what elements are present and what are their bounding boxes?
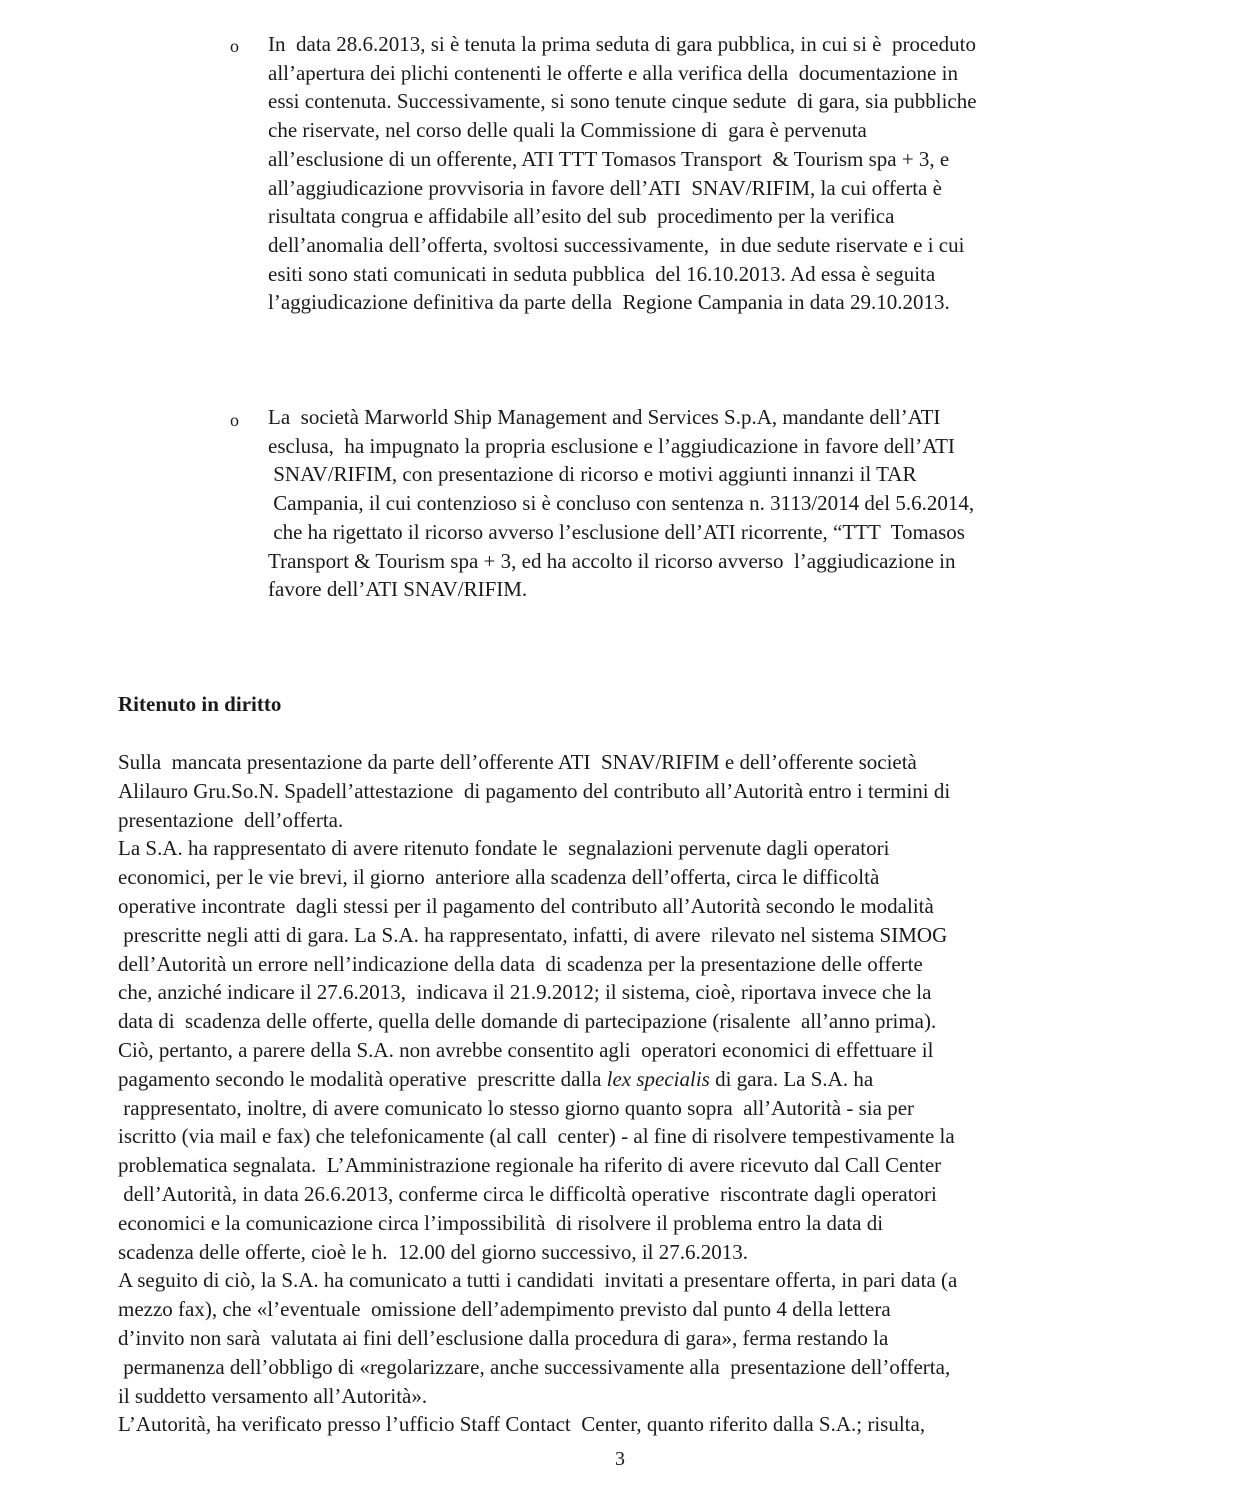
text-line: Alilauro Gru.So.N. Spadell’attestazione di pagamento del contributo all’Autorità entro i termini di [118,778,951,803]
text-line [118,1065,1128,1094]
text-line: scadenza delle offerte, cioè le h. 12.00 del giorno successivo, il 27.6.2013. [118,1239,749,1264]
text-line: operative incontrate dagli stessi per il pagamento del contributo all’Autorità secondo le modalità [118,893,934,918]
text-line: SNAV/RIFIM, con presentazione di ricorso e motivi aggiunti innanzi il TAR [268,462,917,487]
text-line: essi contenuta. Successivamente, si sono tenute cinque sedute di gara, sia pubbliche [268,89,977,114]
text-line: l’aggiudicazione definitiva da parte della Regione Campania in data 29.10.2013. [268,290,950,315]
text-run: di gara. La S.A. ha [709,1066,874,1091]
bullet-marker: o [230,36,239,56]
text-line: il suddetto versamento all’Autorità». [118,1383,428,1408]
text-line: rappresentato, inoltre, di avere comunicato lo stesso giorno quanto sopra all’Autorità - sia per [118,1095,915,1120]
text-line: che riservate, nel corso delle quali la Commissione di gara è pervenuta [268,118,867,143]
text-line: La S.A. ha rappresentato di avere ritenuto fondate le segnalazioni pervenute dagli operatori [118,836,890,861]
text-line: data di scadenza delle offerte, quella delle domande di partecipazione (risalente all’anno prima). [118,1009,937,1034]
text-line: L’Autorità, ha verificato presso l’ufficio Staff Contact Center, quanto riferito dalla S.A.; risulta, [118,1412,926,1437]
text-line: d’invito non sarà valutata ai fini dell’esclusione dalla procedura di gara», ferma restando la [118,1325,889,1350]
text-line: Ciò, pertanto, a parere della S.A. non avrebbe consentito agli operatori economici di effettuare il [118,1037,934,1062]
text-line: economici e la comunicazione circa l’impossibilità di risolvere il problema entro la data di [118,1210,884,1235]
text-line: permanenza dell’obbligo di «regolarizzare, anche successivamente alla presentazione dell’offerta, [118,1354,951,1379]
text-line: all’apertura dei plichi contenenti le offerte e alla verifica della documentazione in [268,60,958,85]
bullet-marker: o [230,410,239,430]
text-line: esiti sono stati comunicati in seduta pubblica del 16.10.2013. Ad essa è seguita [268,261,936,286]
page-number: 3 [615,1448,625,1470]
bullet-paragraph-1 [268,30,1128,317]
text-line: problematica segnalata. L’Amministrazione regionale ha riferito di avere ricevuto dal Call Center [118,1153,942,1178]
italic-term: lex specialis [606,1066,710,1091]
text-line: favore dell’ATI SNAV/RIFIM. [268,577,528,602]
text-line: iscritto (via mail e fax) che telefonicamente (al call center) - al fine di risolvere tempestivamente la [118,1124,955,1149]
text-line: che ha rigettato il ricorso avverso l’esclusione dell’ATI ricorrente, “TTT Tomasos [268,519,965,544]
text-line: Transport & Tourism spa + 3, ed ha accolto il ricorso avverso l’aggiudicazione in [268,548,956,573]
text-line: dell’Autorità, in data 26.6.2013, conferme circa le difficoltà operative riscontrate dagli operatori [118,1181,937,1206]
text-run: pagamento secondo le modalità operative prescritte dalla [118,1066,607,1091]
text-line: all’aggiudicazione provvisoria in favore dell’ATI SNAV/RIFIM, la cui offerta è [268,175,942,200]
text-line: dell’anomalia dell’offerta, svoltosi successivamente, in due sedute riservate e i cui [268,232,965,257]
text-line: all’esclusione di un offerente, ATI TTT Tomasos Transport & Tourism spa + 3, e [268,146,950,171]
text-line: presentazione dell’offerta. [118,807,344,832]
text-line: prescritte negli atti di gara. La S.A. ha rappresentato, infatti, di avere rilevato nel sistema SIMOG [118,922,948,947]
text-line: esclusa, ha impugnato la propria esclusione e l’aggiudicazione in favore dell’ATI [268,433,955,458]
text-line: che, anziché indicare il 27.6.2013, indicava il 21.9.2012; il sistema, cioè, riportava invece che la [118,980,932,1005]
text-line: dell’Autorità un errore nell’indicazione della data di scadenza per la presentazione delle offerte [118,951,923,976]
text-line: mezzo fax), che «l’eventuale omissione dell’adempimento previsto dal punto 4 della lettera [118,1297,891,1322]
body-text [118,748,1128,1439]
text-line: Sulla mancata presentazione da parte dell’offerente ATI SNAV/RIFIM e dell’offerente società [118,750,917,774]
text-line: risultata congrua e affidabile all’esito del sub procedimento per la verifica [268,204,895,229]
text-line: La società Marworld Ship Management and Services S.p.A, mandante dell’ATI [268,405,941,429]
text-line: In data 28.6.2013, si è tenuta la prima seduta di gara pubblica, in cui si è proceduto [268,32,976,56]
text-line: economici, per le vie brevi, il giorno anteriore alla scadenza dell’offerta, circa le difficoltà [118,865,880,890]
text-line: A seguito di ciò, la S.A. ha comunicato a tutti i candidati invitati a presentare offerta, in pari data (a [118,1268,958,1293]
bullet-paragraph-2 [268,403,1128,604]
section-heading: Ritenuto in diritto [118,692,282,716]
text-line: Campania, il cui contenzioso si è concluso con sentenza n. 3113/2014 del 5.6.2014, [268,491,975,516]
